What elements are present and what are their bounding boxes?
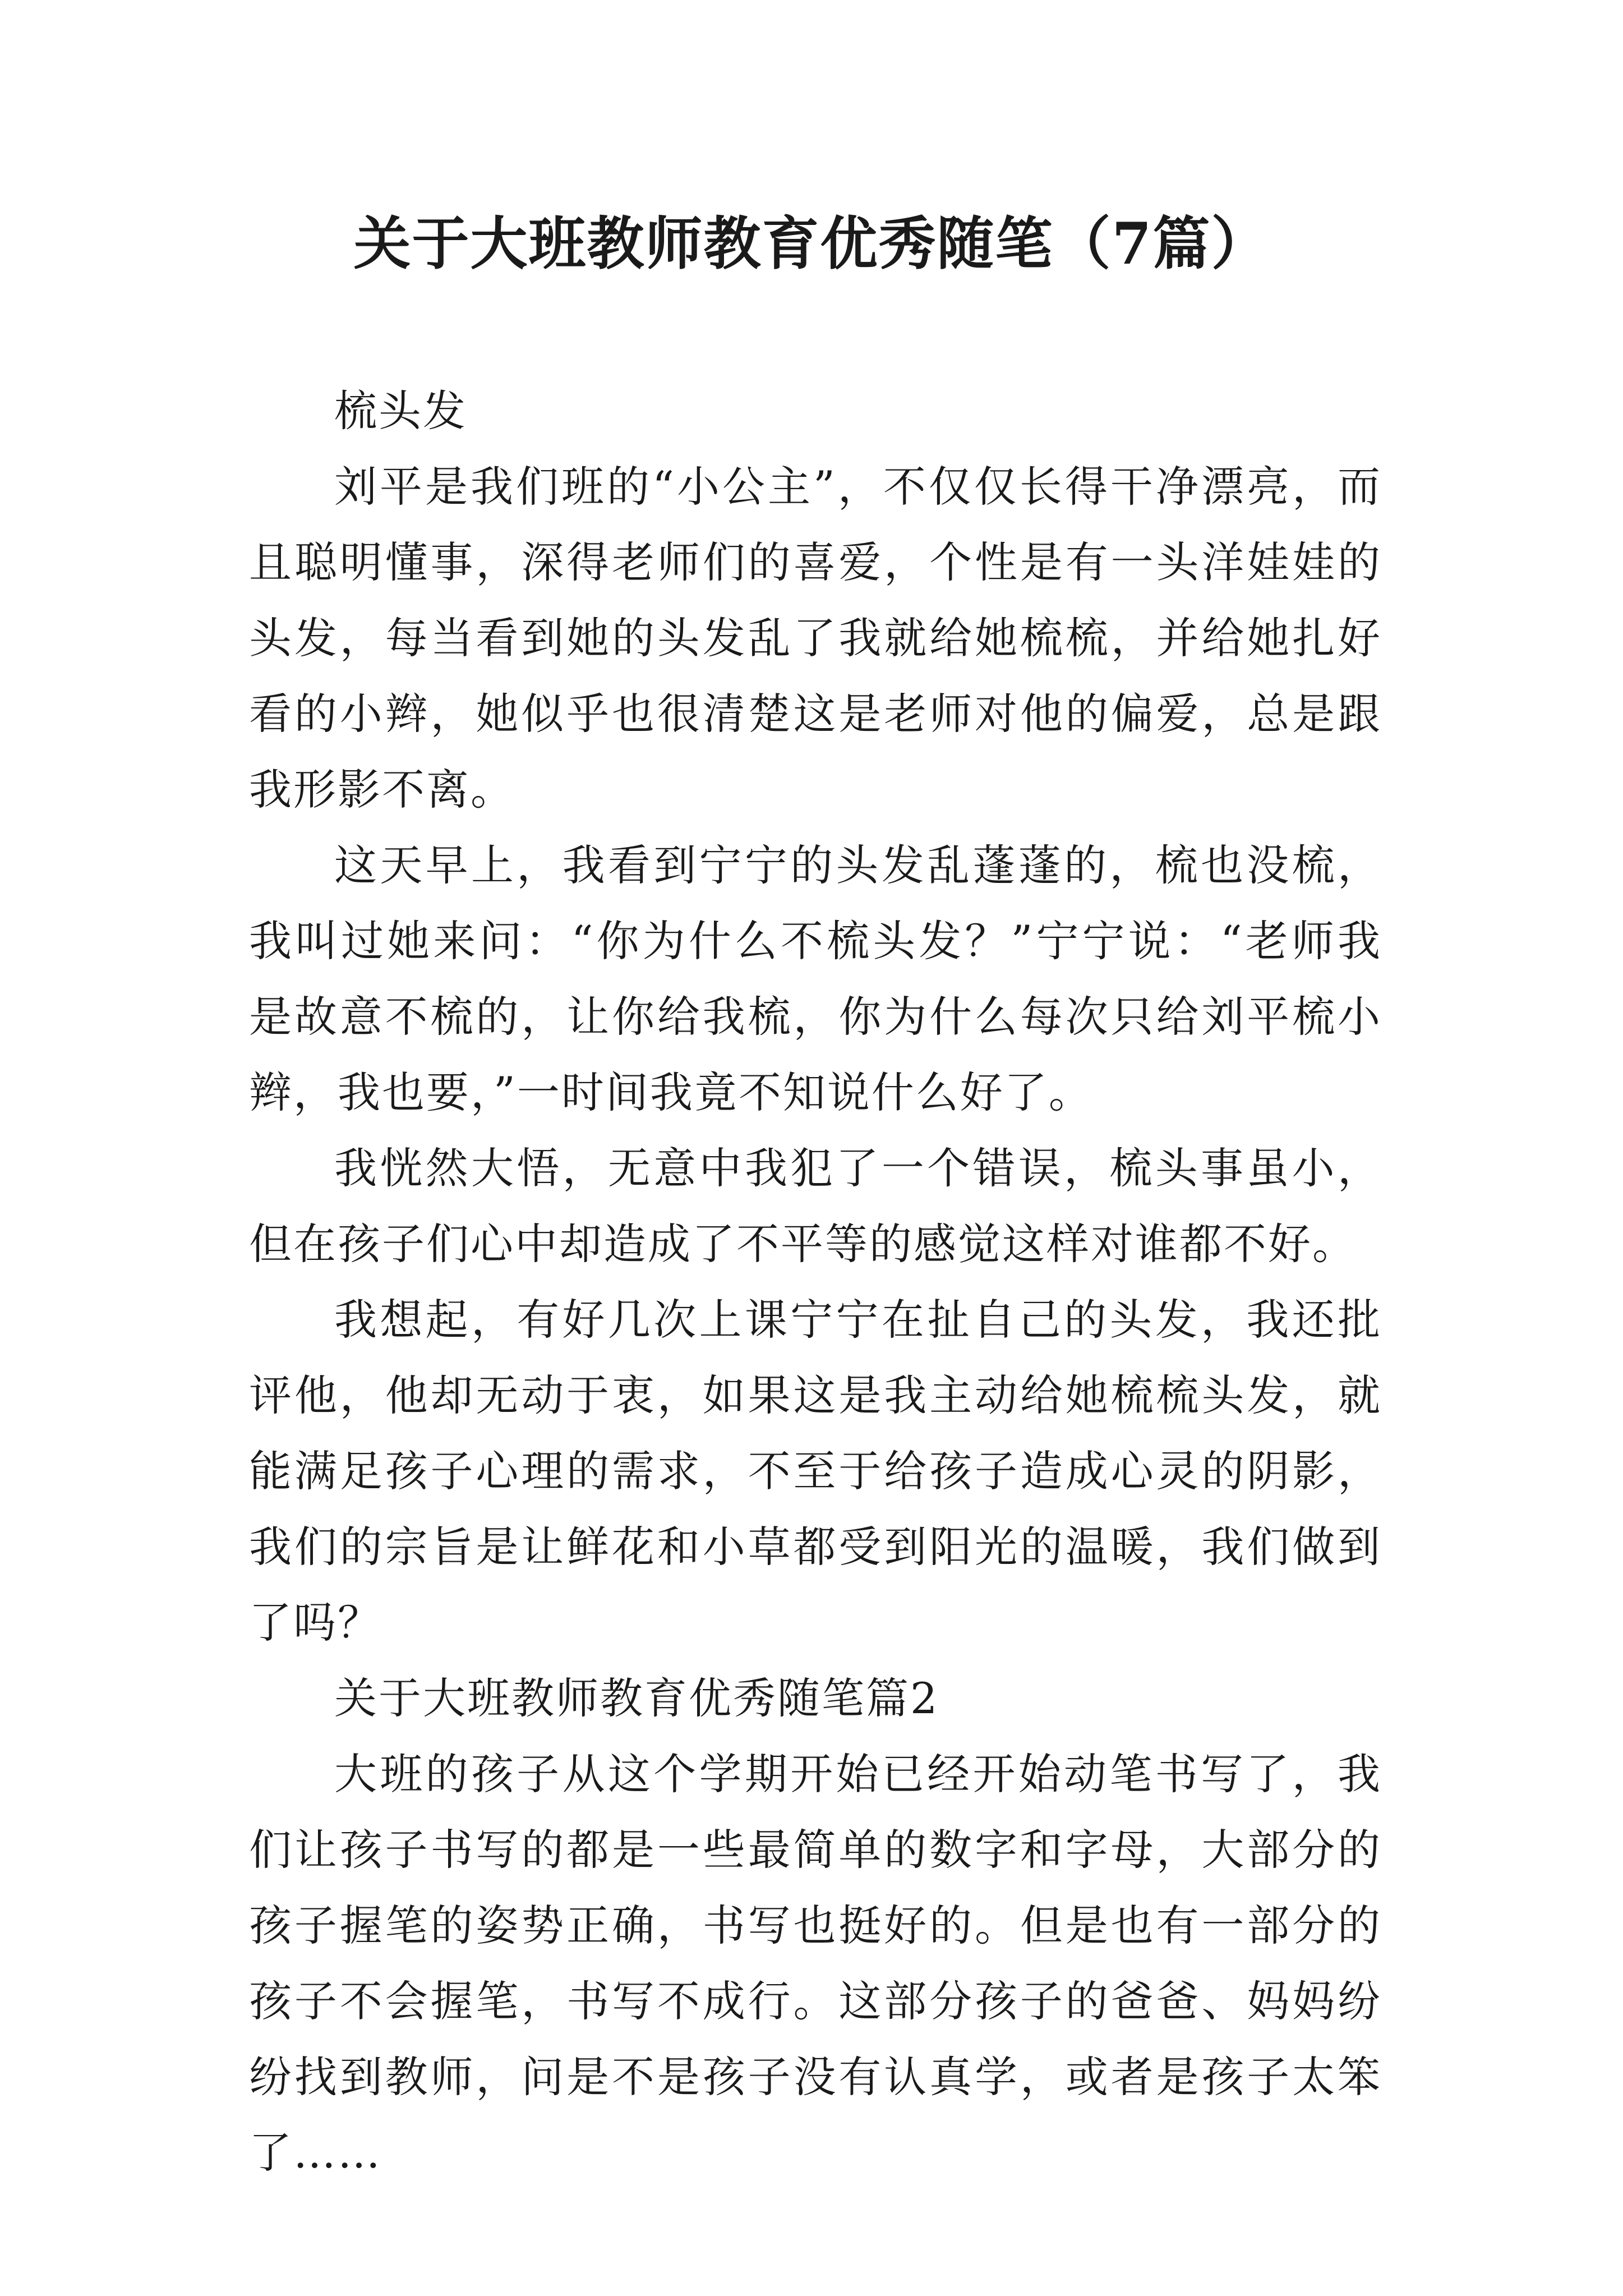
paragraph: 刘平是我们班的“小公主”，不仅仅长得干净漂亮，而且聪明懂事，深得老师们的喜爱，个性是有一头洋娃娃的头发，每当看到她的头发乱了我就给她梳梳，并给她扎好看的小辫，她似乎也很清楚这是老师对他的偏爱，总是跟我形影不离。 [249, 462, 1382, 815]
document-title: 关于大班教师教育优秀随笔（7篇） [353, 210, 1270, 278]
section-heading: 关于大班教师教育优秀随笔篇2 [334, 1673, 939, 1723]
section-heading: 梳头发 [334, 386, 467, 436]
document-body [249, 373, 1382, 2191]
paragraph: 我想起，有好几次上课宁宁在扯自己的头发，我还批评他，他却无动于衷，如果这是我主动给她梳梳头发，就能满足孩子心理的需求，不至于给孩子造成心灵的阴影，我们的宗旨是让鲜花和小草都受到阳光的温暖，我们做到了吗？ [249, 1295, 1382, 1648]
paragraph: 大班的孩子从这个学期开始已经开始动笔书写了，我们让孩子书写的都是一些最简单的数字和字母，大部分的孩子握笔的姿势正确，书写也挺好的。但是也有一部分的孩子不会握笔，书写不成行。这部分孩子的爸爸、妈妈纷纷找到教师，问是不是孩子没有认真学，或者是孩子太笨了…… [249, 1749, 1382, 2178]
paragraph: 我恍然大悟，无意中我犯了一个错误，梳头事虽小，但在孩子们心中却造成了不平等的感觉这样对谁都不好。 [249, 1143, 1382, 1269]
paragraph: 这天早上，我看到宁宁的头发乱蓬蓬的，梳也没梳，我叫过她来问：“你为什么不梳头发？”宁宁说：“老师我是故意不梳的，让你给我梳，你为什么每次只给刘平梳小辫，我也要，”一时间我竟不知说什么好了。 [249, 840, 1382, 1117]
